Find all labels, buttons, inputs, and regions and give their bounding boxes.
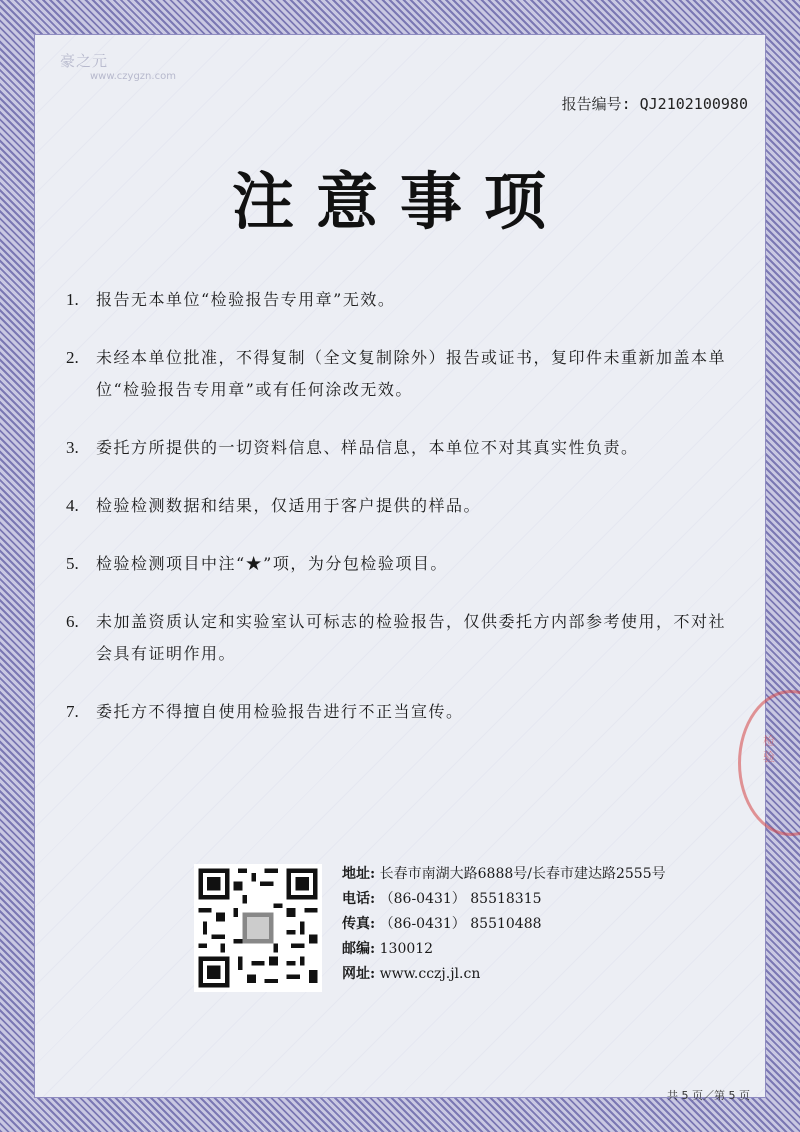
notice-item-number: 5. [66, 554, 79, 573]
fax-row [342, 912, 666, 937]
fax-value: （86-0431） 85510488 [379, 916, 542, 932]
address-row [342, 862, 666, 887]
report-number-value: QJ2102100980 [639, 95, 748, 113]
notice-item-text: 委托方不得擅自使用检验报告进行不正当宣传。 [96, 702, 464, 721]
notice-item-text: 未加盖资质认定和实验室认可标志的检验报告，仅供委托方内部参考使用，不对社会具有证明作用。 [96, 612, 727, 663]
phone-label: 电话: [342, 891, 376, 907]
page-title: 注意事项 [231, 165, 568, 238]
notice-item-text: 报告无本单位“检验报告专用章”无效。 [96, 290, 396, 309]
notice-item [66, 432, 736, 464]
postcode-value: 130012 [379, 941, 434, 957]
notice-item-text: 检验检测项目中注“★”项，为分包检验项目。 [96, 554, 448, 573]
website-label: 网址: [342, 966, 376, 982]
fax-label: 传真: [342, 916, 376, 932]
phone-value: （86-0431） 85518315 [379, 891, 542, 907]
notice-item-text: 委托方所提供的一切资料信息、样品信息，本单位不对其真实性负责。 [96, 438, 639, 457]
watermark-url: www.czygzn.com [90, 71, 176, 82]
stamp-text: 检验 [763, 734, 776, 764]
page-number: 共 5 页／第 5 页 [667, 1089, 750, 1102]
watermark-logo [60, 50, 176, 82]
address-value: 长春市南湖大路6888号/长春市建达路2555号 [379, 866, 666, 882]
phone-row [342, 887, 666, 912]
notice-item-number: 6. [66, 612, 79, 631]
notice-item [66, 548, 736, 580]
notice-item-number: 1. [66, 290, 79, 309]
address-label: 地址: [342, 866, 376, 882]
report-number-label: 报告编号: [561, 95, 631, 113]
website-row [342, 962, 666, 987]
notice-item-number: 7. [66, 702, 79, 721]
notice-item [66, 490, 736, 522]
notice-item-number: 2. [66, 348, 79, 367]
notice-item [66, 606, 736, 670]
notice-item [66, 342, 736, 406]
notice-item [66, 284, 736, 316]
postcode-row [342, 937, 666, 962]
notice-item-text: 检验检测数据和结果，仅适用于客户提供的样品。 [96, 496, 482, 515]
report-number [562, 93, 748, 114]
notice-item-number: 4. [66, 496, 79, 515]
website-link[interactable]: www.cczj.jl.cn [379, 966, 481, 982]
contact-info [342, 862, 666, 987]
notice-item [66, 696, 736, 728]
watermark-logo-text: 豪之元 [60, 52, 109, 70]
notice-item-number: 3. [66, 438, 79, 457]
notice-item-text: 未经本单位批准，不得复制（全文复制除外）报告或证书，复印件未重新加盖本单位“检验报告专用章”或有任何涂改无效。 [96, 348, 727, 399]
postcode-label: 邮编: [342, 941, 376, 957]
notice-list [66, 284, 736, 754]
qr-code-icon[interactable] [194, 864, 322, 992]
